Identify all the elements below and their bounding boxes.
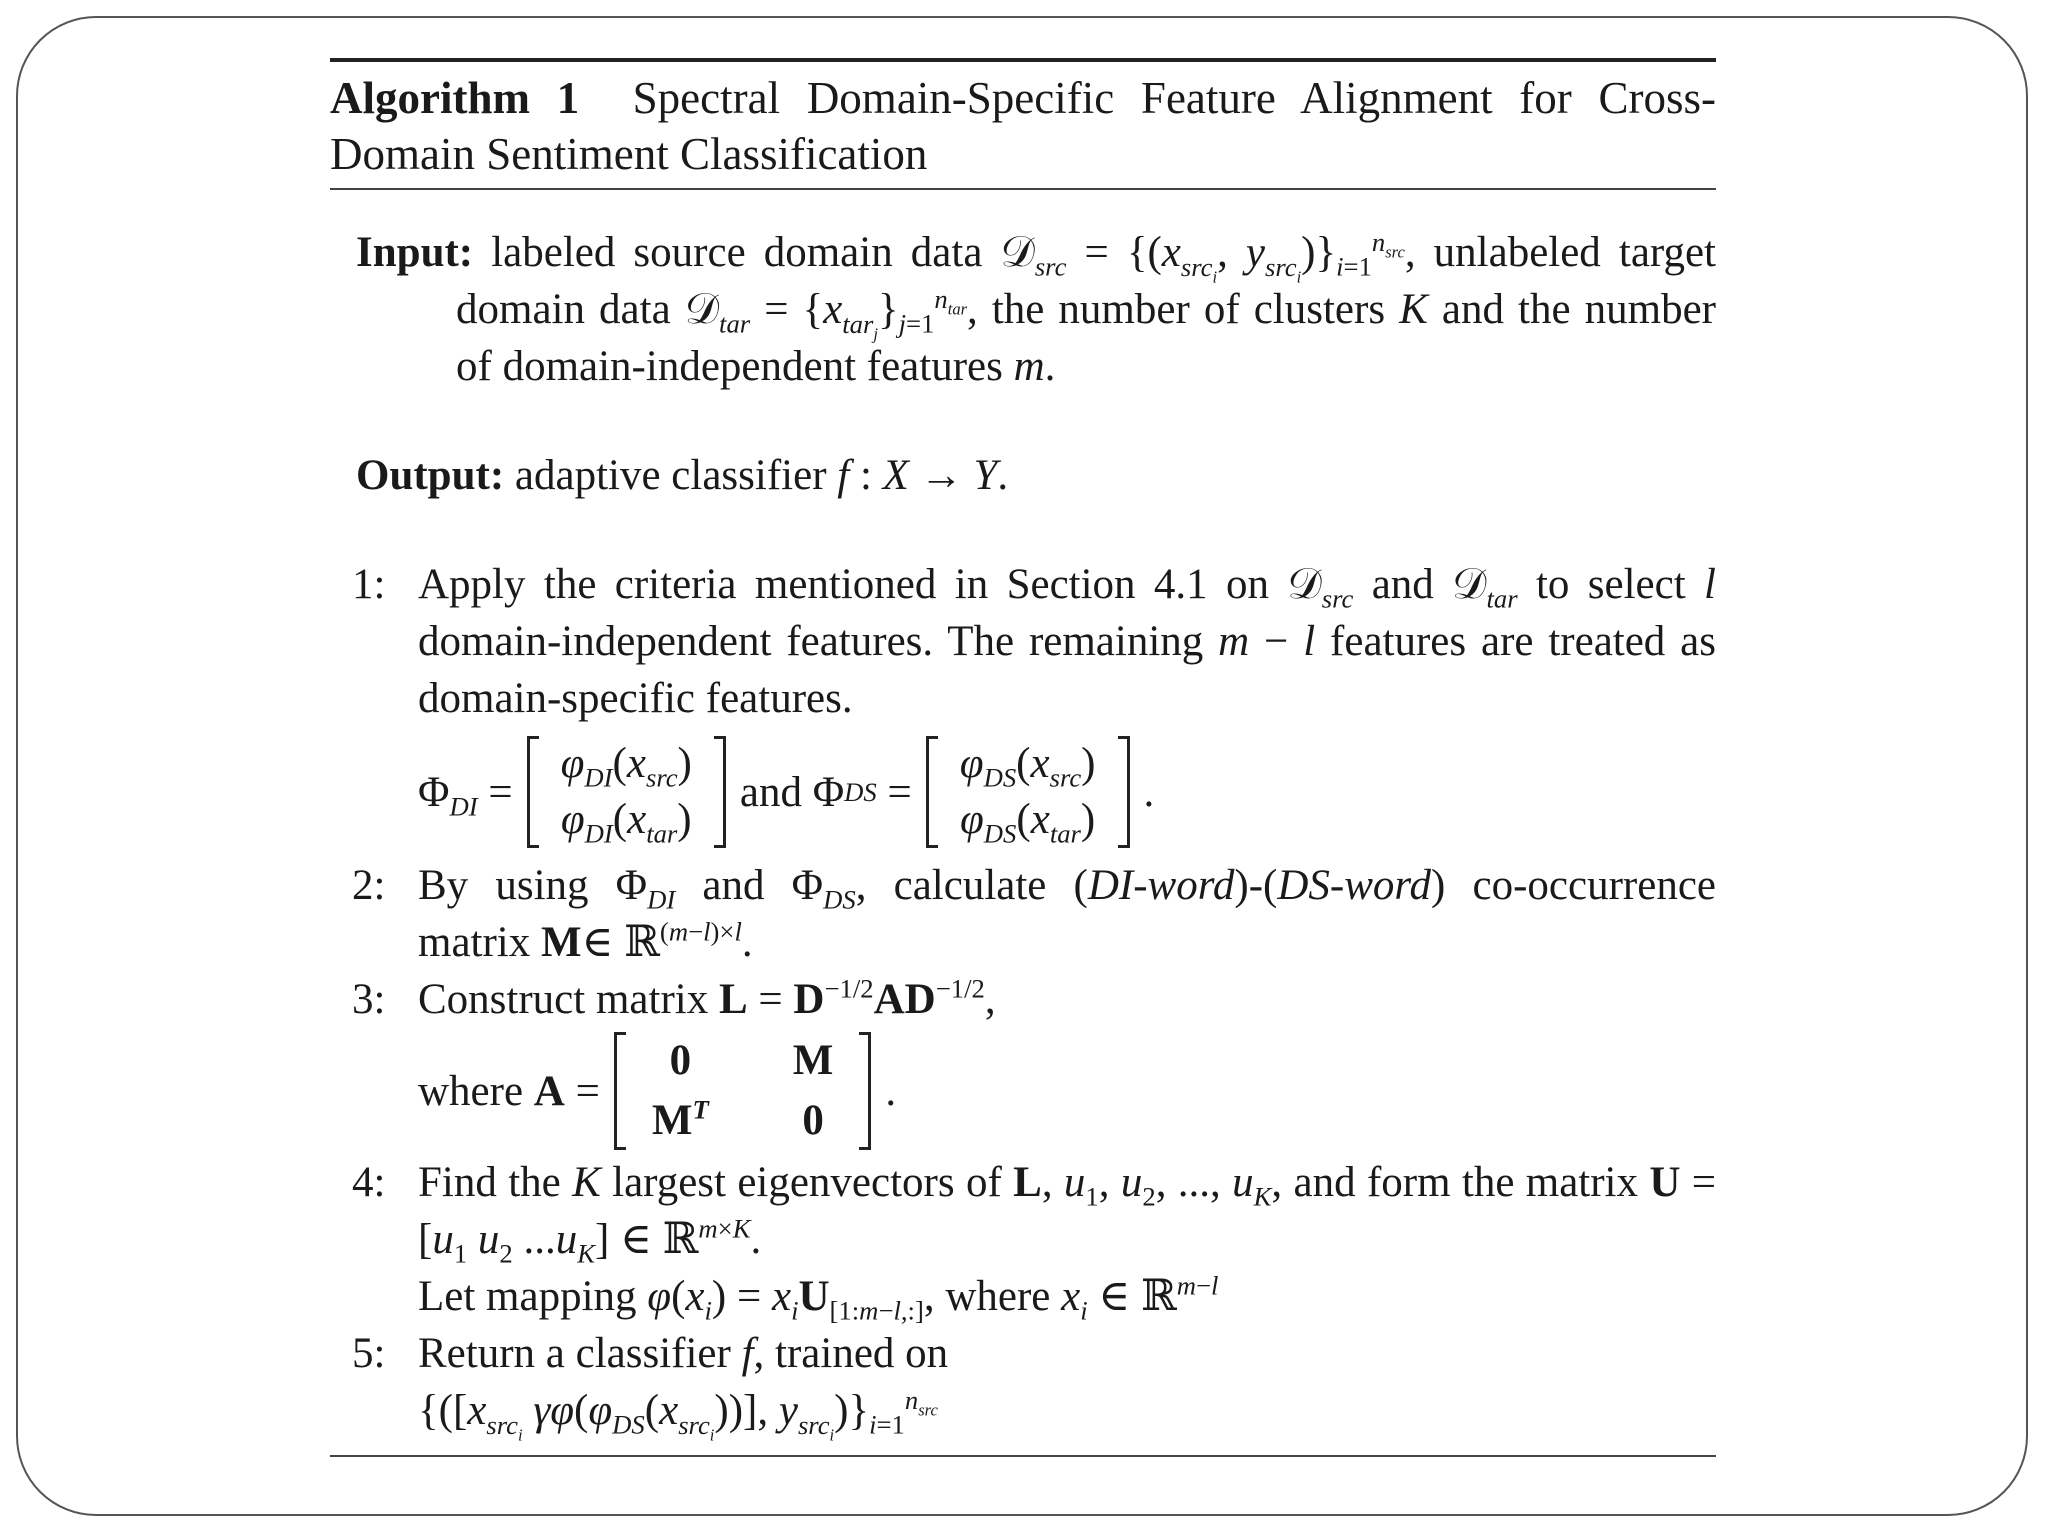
matrix-phi-ds: $\varphi_{DS}(x_{src})$ $\varphi_{DS}(x_{tar})$ xyxy=(926,736,1130,848)
algorithm-body xyxy=(330,190,1716,1455)
algorithm-label: Algorithm 1 xyxy=(330,73,580,123)
step-2: 2: By using $\Phi_{DI}$ and $\Phi_{DS}$, calculate (DI-word)-(DS-word) co-occurrence matrix M∈ ℝ$^{(m-l)\times l}$. xyxy=(330,857,1716,971)
phi-definition: $\Phi_{DI}$ = $\varphi_{DI}(x_{src})$ $\varphi_{DI}(x_{tar})$ and Φ DS = $\varphi_{DS}(x_{src})$ $\varphi_{DS}(x_{tar})$ . xyxy=(418,727,1716,857)
input-label: Input: xyxy=(356,229,474,276)
output-label: Output: xyxy=(356,452,505,499)
step-4: 4: Find the K largest eigenvectors of L, $u_1$, $u_2$, ..., $u_K$, and form the matrix $U = [u_1$ $u_2$ $...u_K$] ∈ ℝ$^{m\times K}$. Let mapping $\varphi(x_i) = x_iU_{[1:m-l,:]}$, where $x_i$ ∈ ℝ$^{m-l}$ xyxy=(330,1154,1716,1325)
step-number: 3: xyxy=(352,976,386,1023)
step-number: 1: xyxy=(352,561,386,608)
bottom-rule xyxy=(330,1455,1716,1457)
where-word: where xyxy=(418,1067,524,1115)
algorithm-title: Spectral Domain-Specific Feature Alignment for Cross-Domain Sentiment Classification xyxy=(330,73,1717,179)
input-block: Input: labeled source domain data 𝒟$_{src}$ = {($x_{src_i}$, $y_{src_i})\}_{i=1}^{n_{src}}$, unlabeled target domain data 𝒟$_{tar}$ = $\{x_{tar_j}\}_{j=1}^{n_{tar}}$, the number of clusters K and the number of domain-independent features m. xyxy=(356,226,1716,390)
algorithm-box xyxy=(330,58,1716,1457)
step-3: 3: Construct matrix $L = D^{-1/2}AD^{-1/2}$, where A = 0 M $M^T$ 0 . xyxy=(330,971,1716,1154)
step-5: 5: Return a classifier f, trained on {([$x_{src_i}$ $\gamma\varphi(\varphi_{DS}(x_{src_i}))$], $y_{src_i})\}_{i=1}^{n_{src}}$ xyxy=(330,1325,1716,1439)
step-number: 4: xyxy=(352,1159,386,1206)
step-1: 1: Apply the criteria mentioned in Section 4.1 on 𝒟$_{src}$ and 𝒟$_{tar}$ to select l domain-independent features. The remaining m − l features are treated as domain-specific features. $\Phi_{DI}$ = $\varphi_{DI}(x_{src})$ $\varphi_{DI}(x_{tar})$ and Φ DS = $\varphi_{DS}(x_{src})$ $\varphi_{DS}(x_{tar})$ . xyxy=(330,556,1716,857)
algorithm-caption xyxy=(330,62,1716,188)
matrix-phi-di: $\varphi_{DI}(x_{src})$ $\varphi_{DI}(x_{tar})$ xyxy=(527,736,726,848)
matrix-a-definition: where A = 0 M $M^T$ 0 . xyxy=(418,1028,1716,1154)
matrix-a: 0 M $M^T$ 0 xyxy=(614,1032,871,1150)
step-number: 2: xyxy=(352,862,386,909)
output-block: Output: adaptive classifier f : X → Y. xyxy=(356,452,1009,499)
step-number: 5: xyxy=(352,1330,386,1377)
and-word: and xyxy=(739,768,802,816)
